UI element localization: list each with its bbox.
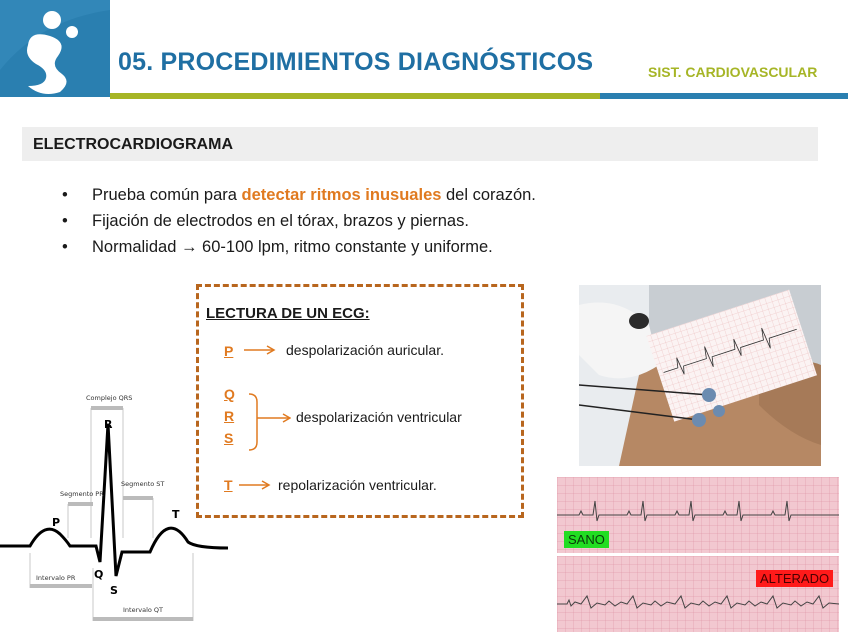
- section-title: ELECTROCARDIOGRAMA: [33, 136, 233, 153]
- header-divider-blue: [600, 93, 848, 99]
- bullet-item: [60, 212, 536, 238]
- header-divider-green: [110, 93, 600, 99]
- arrow-right-icon: [243, 344, 277, 356]
- page-title: 05. PROCEDIMIENTOS DIAGNÓSTICOS: [118, 48, 594, 76]
- bullet-text: Prueba común para: [92, 186, 242, 204]
- label-t: T: [172, 508, 180, 521]
- label-s: S: [110, 584, 118, 597]
- label-intervalo-qt: Intervalo QT: [123, 606, 164, 614]
- label-r: R: [104, 418, 113, 431]
- bullet-item: [60, 238, 536, 264]
- wave-letter-s: S: [224, 430, 234, 446]
- altered-label: ALTERADO: [756, 570, 833, 587]
- bullet-text: Fijación de electrodos en el tórax, brazos y piernas.: [92, 212, 469, 230]
- ecg-strip-altered: [557, 556, 839, 632]
- label-segmento-pr: Segmento PR: [60, 490, 104, 498]
- bullet-text: Normalidad: [92, 238, 181, 256]
- wave-letter-r: R: [224, 408, 235, 424]
- bullet-dot: •: [62, 238, 68, 256]
- wave-letter-q: Q: [224, 386, 235, 402]
- bullet-highlight: detectar ritmos inusuales: [241, 186, 442, 204]
- label-segmento-st: Segmento ST: [121, 480, 165, 488]
- ecg-reading-title: LECTURA DE UN ECG:: [206, 305, 370, 322]
- bullet-dot: •: [62, 212, 68, 230]
- logo-icon: [0, 0, 110, 97]
- wave-letter-t: T: [224, 477, 233, 493]
- bullet-dot: •: [62, 186, 68, 204]
- arrow-icon: →: [180, 238, 198, 256]
- wave-desc-p: despolarización auricular.: [286, 342, 444, 358]
- wave-desc-t: repolarización ventricular.: [278, 477, 437, 493]
- label-intervalo-pr: Intervalo PR: [36, 574, 76, 582]
- ecg-waveform-diagram: [0, 388, 228, 628]
- bullet-list: [60, 186, 536, 264]
- arrow-right-icon: [238, 479, 272, 491]
- bracket-arrow-icon: [245, 392, 291, 452]
- label-complejo-qrs: Complejo QRS: [86, 394, 133, 402]
- bullet-text: del corazón.: [441, 186, 536, 204]
- logo: [0, 0, 110, 97]
- page-subtitle: SIST. CARDIOVASCULAR: [648, 64, 818, 80]
- wave-letter-p: P: [224, 343, 234, 359]
- wave-desc-qrs: despolarización ventricular: [296, 409, 462, 425]
- bullet-item: [60, 186, 536, 212]
- patient-ecg-photo: [579, 285, 821, 466]
- healthy-label: SANO: [564, 531, 609, 548]
- bullet-text: 60-100 lpm, ritmo constante y uniforme.: [197, 238, 493, 256]
- label-p: P: [52, 516, 61, 529]
- label-q: Q: [94, 568, 104, 581]
